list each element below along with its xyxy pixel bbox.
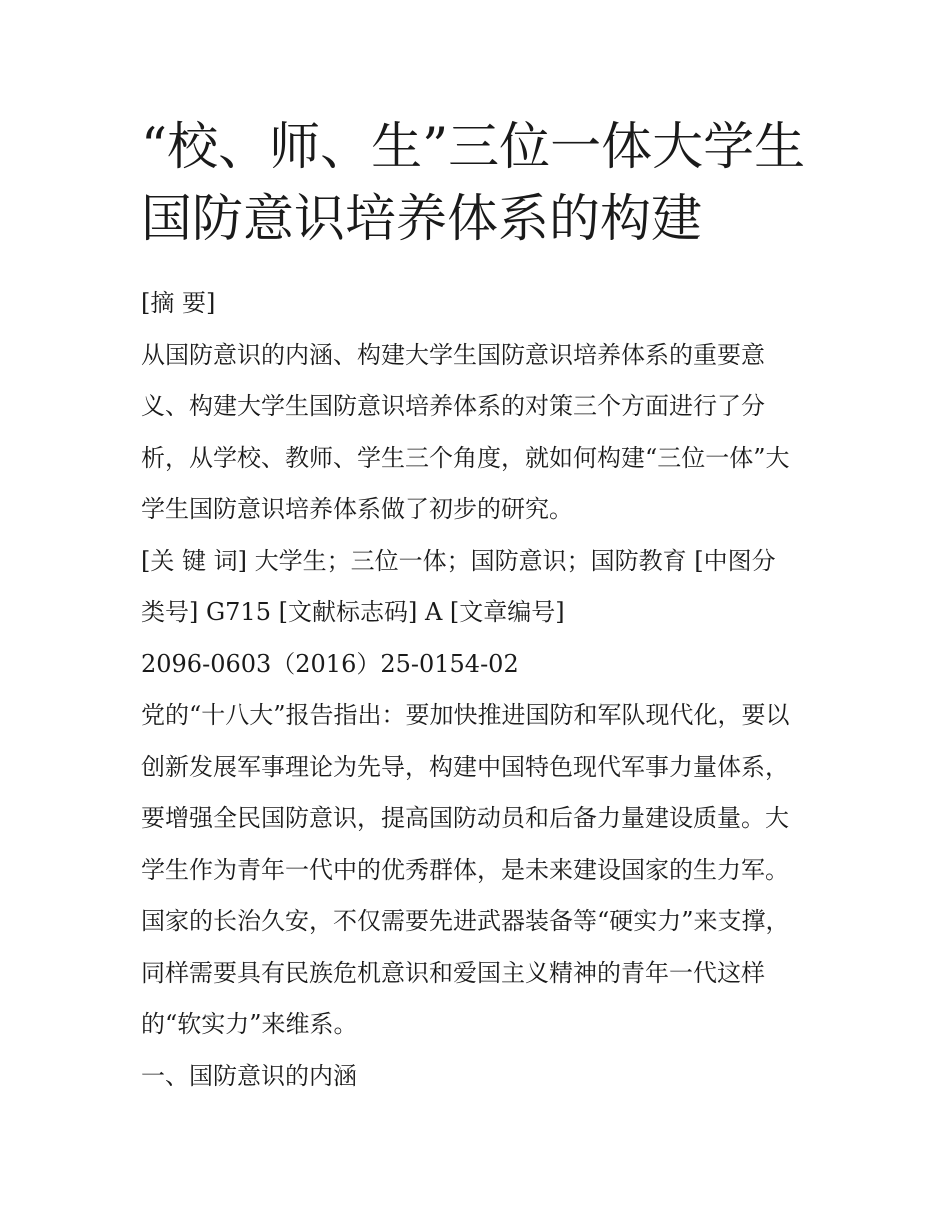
abstract-line: 学生国防意识培养体系做了初步的研究。: [141, 495, 573, 523]
title-line-1: “校、师、生”三位一体大学生: [141, 118, 806, 177]
abstract-text: [141, 330, 821, 536]
document-page: [141, 112, 821, 1102]
body-line: 学生作为青年一代中的优秀群体，是未来建设国家的生力军。: [141, 855, 789, 884]
document-title: [141, 112, 821, 256]
keywords-line: [关 键 词] 大学生；三位一体；国防意识；国防教育 [中图分: [141, 546, 776, 575]
section-heading: 一、国防意识的内涵: [141, 1061, 357, 1090]
body-line: 的“软实力”来维系。: [141, 1010, 358, 1038]
body-paragraph: [141, 690, 821, 1051]
body-line: 要增强全民国防意识，提高国防动员和后备力量建设质量。大: [141, 804, 789, 832]
article-number: 2096-0603（2016）25-0154-02: [141, 649, 519, 678]
abstract-line: 从国防意识的内涵、构建大学生国防意识培养体系的重要意: [141, 340, 765, 369]
body-line: 创新发展军事理论为先导，构建中国特色现代军事力量体系，: [141, 752, 789, 781]
abstract-line: 义、构建大学生国防意识培养体系的对策三个方面进行了分: [141, 392, 765, 420]
keywords-block: [141, 536, 821, 639]
body-line: 国家的长治久安，不仅需要先进武器装备等“硬实力”来支撑，: [141, 907, 790, 935]
title-line-2: 国防意识培养体系的构建: [141, 190, 703, 249]
abstract-label: [摘 要]: [141, 289, 216, 317]
body-line: 党的“十八大”报告指出：要加快推进国防和军队现代化，要以: [141, 701, 790, 729]
body-line: 同样需要具有民族危机意识和爱国主义精神的青年一代这样: [141, 958, 765, 987]
keywords-line: 类号] G715 [文献标志码] A [文章编号]: [141, 598, 565, 626]
abstract-line: 析，从学校、教师、学生三个角度，就如何构建“三位一体”大: [141, 443, 790, 472]
